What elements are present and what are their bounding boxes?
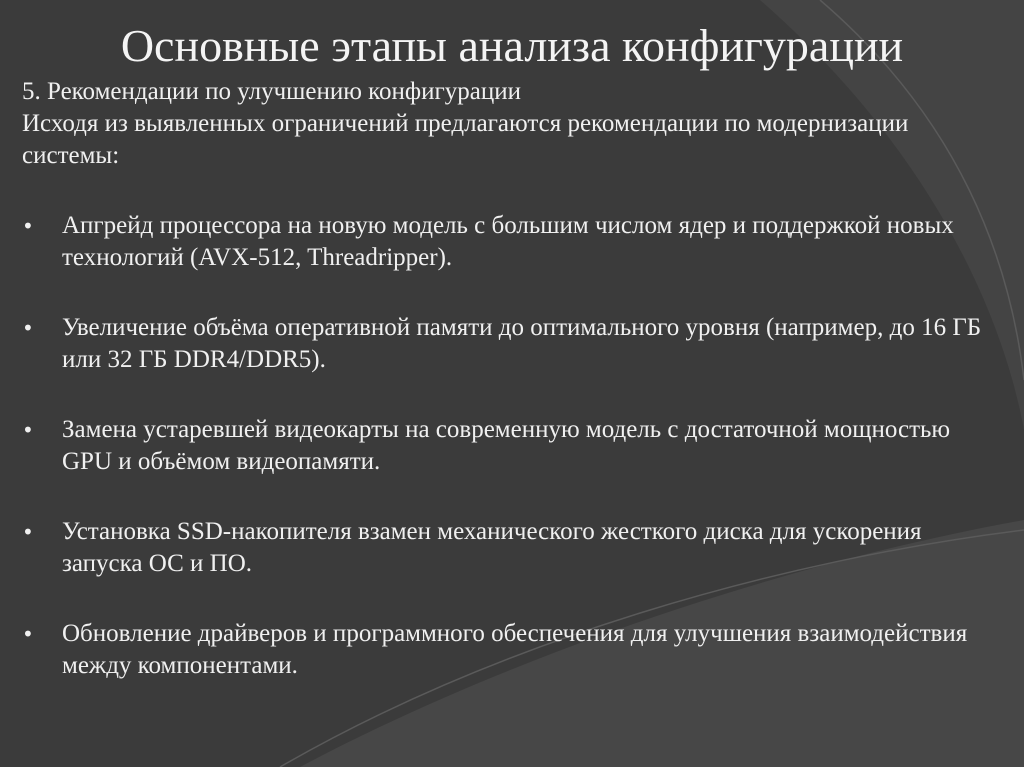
bullet-glyph: •	[22, 622, 34, 646]
section-subtitle: 5. Рекомендации по улучшению конфигурации	[22, 78, 521, 105]
bullet-glyph: •	[22, 214, 34, 238]
list-item	[22, 516, 982, 580]
list-item-text: Обновление драйверов и программного обеспечения для улучшения взаимодействия между компонентами.	[62, 620, 968, 679]
list-item-text: Установка SSD-накопителя взамен механического жесткого диска для ускорения запуска ОС и ПО.	[62, 518, 922, 577]
list-item-text: Апгрейд процессора на новую модель с большим числом ядер и поддержкой новых технологий (AVX-512, Threadripper).	[62, 212, 954, 271]
slide-title: Основные этапы анализа конфигурации	[120, 20, 904, 71]
slide-content	[22, 76, 982, 720]
list-item	[22, 312, 982, 376]
intro-text: Исходя из выявленных ограничений предлагаются рекомендации по модернизации системы:	[22, 110, 909, 169]
bullet-glyph: •	[22, 316, 34, 340]
bullet-glyph: •	[22, 418, 34, 442]
list-item	[22, 618, 982, 682]
list-item	[22, 414, 982, 478]
recommendations-list	[22, 210, 982, 682]
list-item-text: Увеличение объёма оперативной памяти до оптимального уровня (например, до 16 ГБ или 32 ГБ DDR4/DDR5).	[62, 314, 982, 373]
bullet-glyph: •	[22, 520, 34, 544]
list-item-text: Замена устаревшей видеокарты на современную модель с достаточной мощностью GPU и объёмом видеопамяти.	[62, 416, 951, 475]
list-item	[22, 210, 982, 274]
